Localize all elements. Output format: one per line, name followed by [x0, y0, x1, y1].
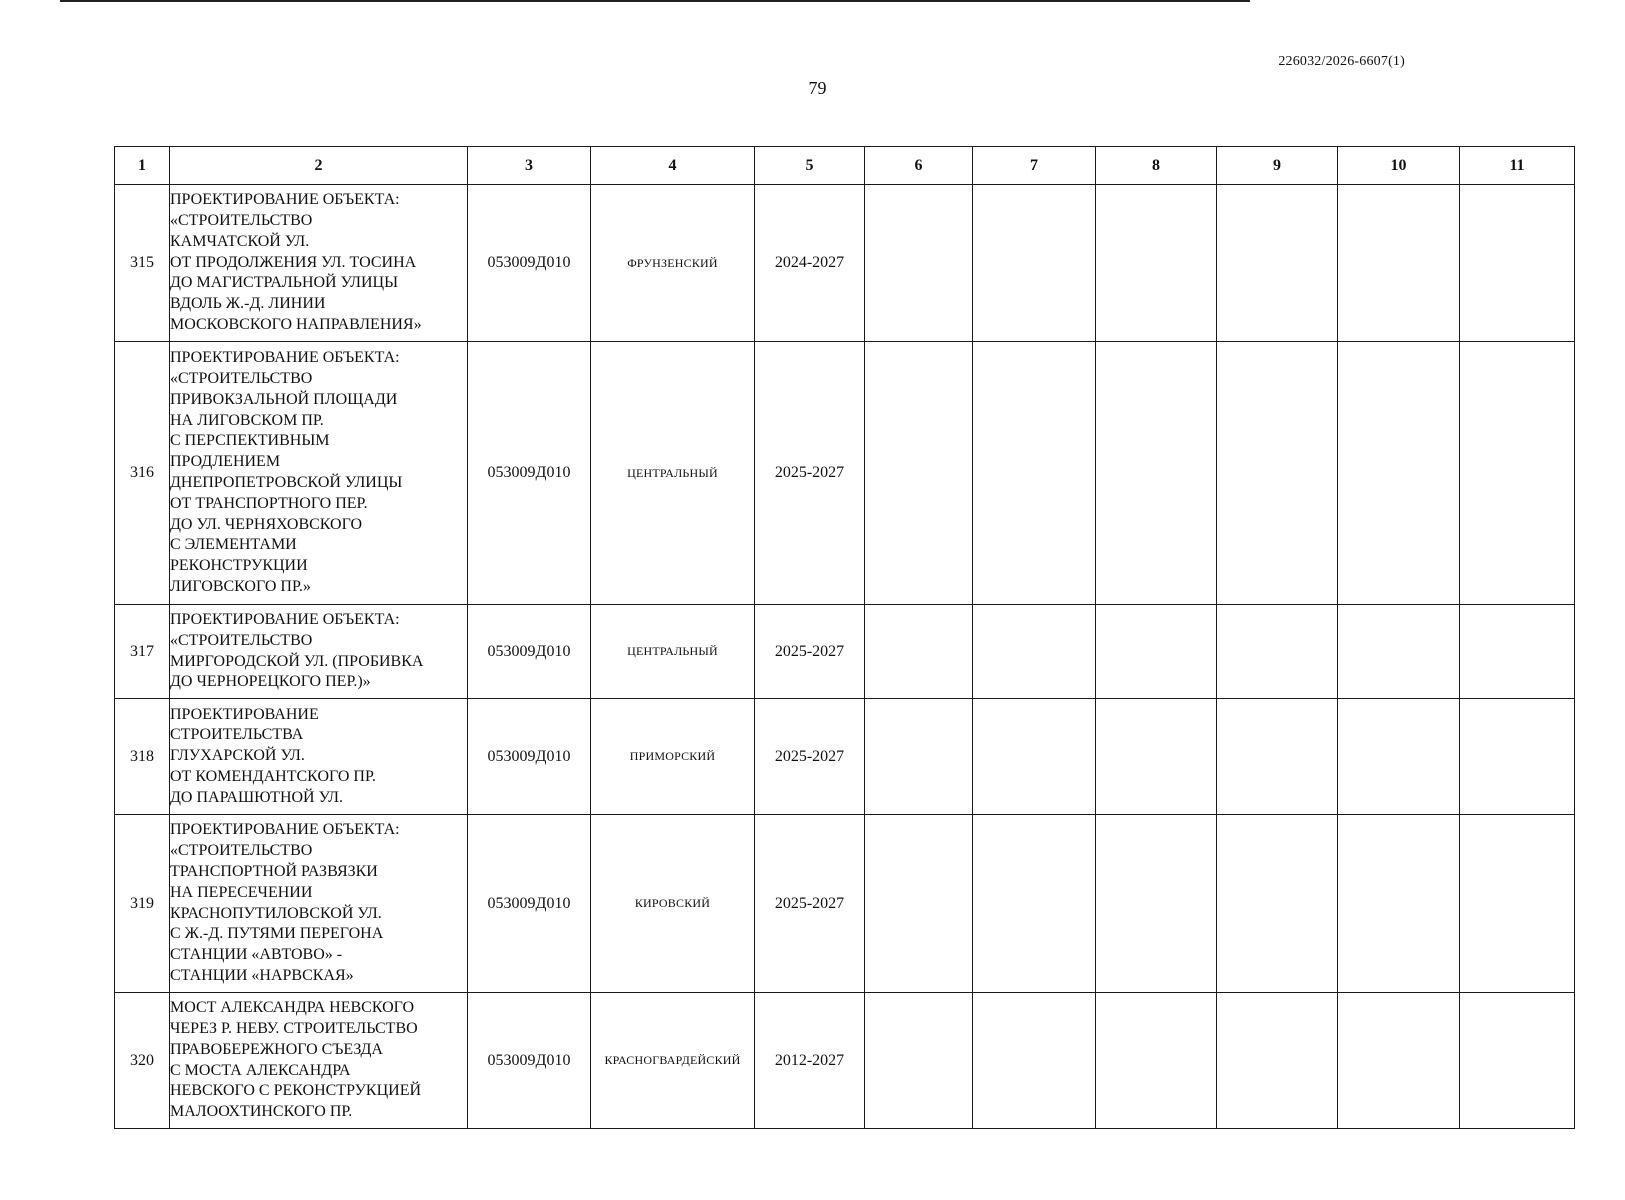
- table-row: [115, 699, 1575, 815]
- empty-cell: [1217, 699, 1338, 815]
- empty-cell: [865, 699, 973, 815]
- column-header: 3: [468, 147, 591, 185]
- empty-cell: [1460, 815, 1575, 993]
- column-header: 4: [591, 147, 755, 185]
- table-header-row: [115, 147, 1575, 185]
- column-header: 9: [1217, 147, 1338, 185]
- empty-cell: [1460, 185, 1575, 342]
- object-code: 053009Д010: [468, 699, 591, 815]
- row-number: 319: [115, 815, 170, 993]
- district: ЦЕНТРАЛЬНЫЙ: [591, 605, 755, 699]
- object-code: 053009Д010: [468, 993, 591, 1129]
- empty-cell: [1338, 342, 1460, 605]
- empty-cell: [1217, 605, 1338, 699]
- top-rule: [60, 0, 1250, 2]
- empty-cell: [865, 815, 973, 993]
- column-header: 8: [1096, 147, 1217, 185]
- empty-cell: [1217, 342, 1338, 605]
- object-name: ПРОЕКТИРОВАНИЕ ОБЪЕКТА: «СТРОИТЕЛЬСТВО КАМЧАТСКОЙ УЛ. ОТ ПРОДОЛЖЕНИЯ УЛ. ТОСИНА ДО МАГИСТРАЛЬНОЙ УЛИЦЫ ВДОЛЬ Ж.-Д. ЛИНИИ МОСКОВСКОГО НАПРАВЛЕНИЯ»: [170, 185, 468, 342]
- empty-cell: [973, 815, 1096, 993]
- row-number: 316: [115, 342, 170, 605]
- object-name: ПРОЕКТИРОВАНИЕ ОБЪЕКТА: «СТРОИТЕЛЬСТВО ПРИВОКЗАЛЬНОЙ ПЛОЩАДИ НА ЛИГОВСКОМ ПР. С ПЕРСПЕКТИВНЫМ ПРОДЛЕНИЕМ ДНЕПРОПЕТРОВСКОЙ УЛИЦЫ ОТ ТРАНСПОРТНОГО ПЕР. ДО УЛ. ЧЕРНЯХОВСКОГО С ЭЛЕМЕНТАМИ РЕКОНСТРУКЦИИ ЛИГОВСКОГО ПР.»: [170, 342, 468, 605]
- period: 2024-2027: [755, 185, 865, 342]
- object-name: ПРОЕКТИРОВАНИЕ ОБЪЕКТА: «СТРОИТЕЛЬСТВО МИРГОРОДСКОЙ УЛ. (ПРОБИВКА ДО ЧЕРНОРЕЦКОГО ПЕР.)»: [170, 605, 468, 699]
- empty-cell: [1096, 185, 1217, 342]
- column-header: 2: [170, 147, 468, 185]
- column-header: 10: [1338, 147, 1460, 185]
- empty-cell: [1096, 815, 1217, 993]
- column-header: 11: [1460, 147, 1575, 185]
- empty-cell: [1217, 993, 1338, 1129]
- empty-cell: [1460, 699, 1575, 815]
- table-row: [115, 342, 1575, 605]
- page-number: 79: [808, 78, 827, 98]
- object-name: ПРОЕКТИРОВАНИЕ ОБЪЕКТА: «СТРОИТЕЛЬСТВО ТРАНСПОРТНОЙ РАЗВЯЗКИ НА ПЕРЕСЕЧЕНИИ КРАСНОПУТИЛОВСКОЙ УЛ. С Ж.-Д. ПУТЯМИ ПЕРЕГОНА СТАНЦИИ «АВТОВО» - СТАНЦИИ «НАРВСКАЯ»: [170, 815, 468, 993]
- district: ФРУНЗЕНСКИЙ: [591, 185, 755, 342]
- empty-cell: [1217, 815, 1338, 993]
- empty-cell: [865, 342, 973, 605]
- table-row: [115, 605, 1575, 699]
- empty-cell: [1460, 993, 1575, 1129]
- period: 2025-2027: [755, 699, 865, 815]
- object-name: МОСТ АЛЕКСАНДРА НЕВСКОГО ЧЕРЕЗ Р. НЕВУ. СТРОИТЕЛЬСТВО ПРАВОБЕРЕЖНОГО СЪЕЗДА С МОСТА АЛЕКСАНДРА НЕВСКОГО С РЕКОНСТРУКЦИЕЙ МАЛООХТИНСКОГО ПР.: [170, 993, 468, 1129]
- row-number: 318: [115, 699, 170, 815]
- period: 2025-2027: [755, 815, 865, 993]
- table-row: [115, 993, 1575, 1129]
- empty-cell: [1096, 993, 1217, 1129]
- object-code: 053009Д010: [468, 815, 591, 993]
- column-header: 6: [865, 147, 973, 185]
- empty-cell: [1338, 605, 1460, 699]
- empty-cell: [1460, 605, 1575, 699]
- empty-cell: [1096, 605, 1217, 699]
- empty-cell: [865, 605, 973, 699]
- empty-cell: [1338, 699, 1460, 815]
- document-id: 226032/2026-6607(1): [1278, 54, 1405, 69]
- empty-cell: [973, 342, 1096, 605]
- column-header: 1: [115, 147, 170, 185]
- column-header: 7: [973, 147, 1096, 185]
- empty-cell: [1338, 185, 1460, 342]
- table-row: [115, 185, 1575, 342]
- empty-cell: [1338, 993, 1460, 1129]
- empty-cell: [865, 185, 973, 342]
- period: 2025-2027: [755, 342, 865, 605]
- column-header: 5: [755, 147, 865, 185]
- empty-cell: [973, 185, 1096, 342]
- object-name: ПРОЕКТИРОВАНИЕ СТРОИТЕЛЬСТВА ГЛУХАРСКОЙ УЛ. ОТ КОМЕНДАНТСКОГО ПР. ДО ПАРАШЮТНОЙ УЛ.: [170, 699, 468, 815]
- empty-cell: [1460, 342, 1575, 605]
- empty-cell: [973, 699, 1096, 815]
- empty-cell: [973, 605, 1096, 699]
- empty-cell: [1096, 342, 1217, 605]
- period: 2025-2027: [755, 605, 865, 699]
- row-number: 320: [115, 993, 170, 1129]
- object-code: 053009Д010: [468, 342, 591, 605]
- district: ЦЕНТРАЛЬНЫЙ: [591, 342, 755, 605]
- row-number: 317: [115, 605, 170, 699]
- district: КИРОВСКИЙ: [591, 815, 755, 993]
- row-number: 315: [115, 185, 170, 342]
- empty-cell: [865, 993, 973, 1129]
- table-row: [115, 815, 1575, 993]
- period: 2012-2027: [755, 993, 865, 1129]
- empty-cell: [1217, 185, 1338, 342]
- district: ПРИМОРСКИЙ: [591, 699, 755, 815]
- empty-cell: [973, 993, 1096, 1129]
- register-table: [114, 146, 1575, 1129]
- object-code: 053009Д010: [468, 185, 591, 342]
- district: КРАСНОГВАРДЕЙСКИЙ: [591, 993, 755, 1129]
- empty-cell: [1096, 699, 1217, 815]
- empty-cell: [1338, 815, 1460, 993]
- object-code: 053009Д010: [468, 605, 591, 699]
